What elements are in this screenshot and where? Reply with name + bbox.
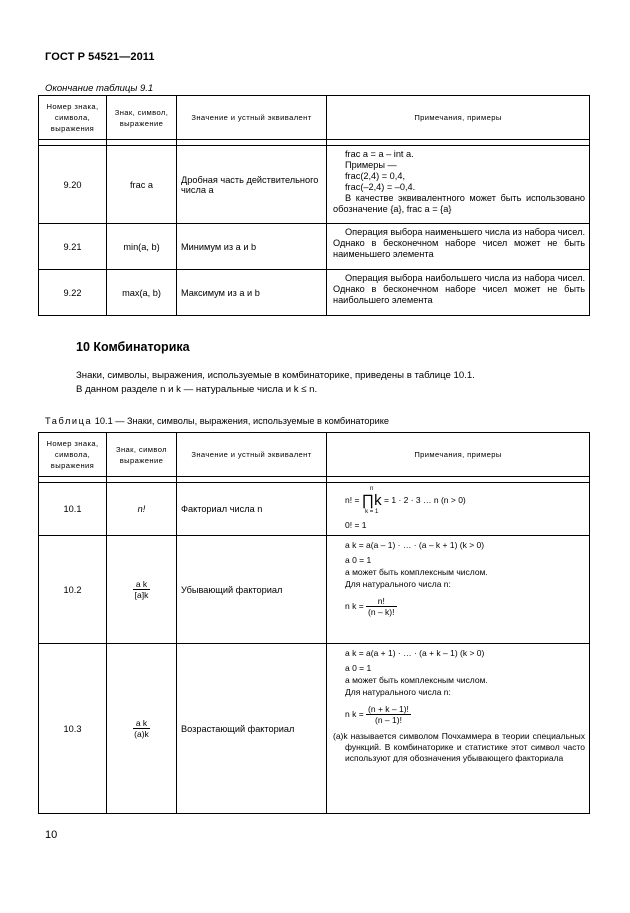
pochhammer-note: (a)k называется символом Почхаммера в теории специальных функций. В комбинаторике и статистике этот символ часто используют для обозначения убывающего факториала — [333, 731, 585, 763]
col-header-notes: Примечания, примеры — [327, 96, 590, 140]
col-header-symbol: Знак, символ выражение — [107, 433, 177, 477]
row-meaning: Факториал числа n — [177, 483, 327, 536]
formula-line: a 0 = 1 — [345, 663, 372, 673]
fraction — [366, 596, 396, 617]
page-number: 10 — [45, 829, 58, 841]
row-notes — [327, 644, 590, 814]
fraction-denominator: (n – k)! — [368, 607, 395, 617]
table-row — [39, 224, 590, 270]
row-number: 9.21 — [39, 224, 107, 270]
formula-line: a может быть комплексным числом. — [345, 675, 488, 685]
fraction-denominator: (n – 1)! — [375, 715, 402, 725]
table-row — [39, 644, 590, 814]
symbol-top: a k — [133, 718, 150, 729]
note-line: frac(2,4) = 0,4, — [345, 171, 406, 181]
formula-rhs: = 1 · 2 · 3 … n (n > 0) — [384, 494, 466, 505]
fraction-formula — [345, 704, 585, 725]
row-number: 10.2 — [39, 536, 107, 644]
section-para-2: В данном разделе n и k — натуральные числа и k ≤ n. — [76, 384, 318, 395]
symbol-stack — [133, 579, 150, 600]
fraction-formula — [345, 596, 585, 617]
symbol-bottom: (a)k — [134, 729, 149, 739]
row-notes — [327, 146, 590, 224]
formula-line: a k = a(a + 1) · … · (a + k – 1) (k > 0) — [345, 648, 485, 658]
table-10-1 — [38, 432, 590, 814]
row-symbol — [107, 536, 177, 644]
row-notes: Операция выбора наибольшего числа из набора чисел. Однако в бесконечном наборе чисел может не быть наибольшего элемента — [327, 270, 590, 316]
table-row — [39, 146, 590, 224]
fraction-numerator: n! — [366, 596, 396, 607]
col-header-meaning: Значение и устный эквивалент — [177, 433, 327, 477]
product-lower: k = 1 — [365, 509, 379, 515]
row-notes — [327, 483, 590, 536]
product-upper: n — [370, 486, 374, 492]
table-row — [39, 483, 590, 536]
factorial-formula — [345, 485, 585, 516]
formula-line: Для натурального числа n: — [345, 579, 451, 589]
row-meaning: Убывающий факториал — [177, 536, 327, 644]
row-symbol: max(a, b) — [107, 270, 177, 316]
table-title-prefix: Таблица — [45, 416, 93, 426]
section-text — [76, 369, 576, 397]
col-header-number: Номер знака, символа, выражения — [39, 96, 107, 140]
symbol-top: a k — [133, 579, 150, 590]
row-notes: Операция выбора наименьшего числа из набора чисел. Однако в бесконечном наборе чисел может не быть наименьшего элемента — [327, 224, 590, 270]
formula-lhs: n! = — [345, 494, 360, 505]
fraction — [366, 704, 411, 725]
row-notes — [327, 536, 590, 644]
fraction-lhs: n k = — [345, 600, 364, 611]
section-para-1: Знаки, символы, выражения, используемые в комбинаторике, приведены в таблице 10.1. — [76, 370, 475, 381]
row-meaning: Дробная часть действительного числа a — [177, 146, 327, 224]
row-number: 9.22 — [39, 270, 107, 316]
fraction-lhs: n k = — [345, 708, 364, 719]
row-meaning: Возрастающий факториал — [177, 644, 327, 814]
formula-line: a 0 = 1 — [345, 555, 372, 565]
col-header-meaning: Значение и устный эквивалент — [177, 96, 327, 140]
formula-line: Для натурального числа n: — [345, 687, 451, 697]
product-symbol: ∏k — [361, 492, 382, 509]
formula-line: a k = a(a – 1) · … · (a – k + 1) (k > 0) — [345, 540, 485, 550]
fraction-numerator: (n + k – 1)! — [368, 704, 409, 714]
table-title-text: 10.1 — Знаки, символы, выражения, используемые в комбинаторике — [94, 416, 389, 426]
table-continuation-label: Окончание таблицы 9.1 — [45, 83, 154, 94]
table-header-row — [39, 96, 590, 140]
symbol-stack — [133, 718, 150, 739]
col-header-number: Номер знака, символа, выражения — [39, 433, 107, 477]
product-operator — [362, 485, 382, 516]
table-row — [39, 536, 590, 644]
note-line: В качестве эквивалентного может быть использовано обозначение {a}, frac a = {a} — [333, 193, 585, 214]
table-row — [39, 270, 590, 316]
symbol-bottom: [a]k — [134, 590, 149, 600]
row-symbol: frac a — [107, 146, 177, 224]
row-symbol: min(a, b) — [107, 224, 177, 270]
table-10-1-title — [45, 416, 389, 426]
formula-line: a может быть комплексным числом. — [345, 567, 488, 577]
row-number: 10.1 — [39, 483, 107, 536]
section-heading: 10 Комбинаторика — [76, 340, 190, 354]
col-header-notes: Примечания, примеры — [327, 433, 590, 477]
note-line: frac a = a – int a. — [345, 149, 414, 159]
row-meaning: Минимум из a и b — [177, 224, 327, 270]
note-line: Примеры — — [345, 160, 397, 170]
row-symbol — [107, 644, 177, 814]
row-symbol: n! — [107, 483, 177, 536]
document-header: ГОСТ Р 54521—2011 — [45, 51, 155, 63]
formula-zero-factorial: 0! = 1 — [345, 520, 367, 530]
table-9-1 — [38, 95, 590, 316]
table-header-row — [39, 433, 590, 477]
col-header-symbol: Знак, символ, выражение — [107, 96, 177, 140]
row-number: 10.3 — [39, 644, 107, 814]
row-meaning: Максимум из a и b — [177, 270, 327, 316]
row-number: 9.20 — [39, 146, 107, 224]
note-line: frac(–2,4) = –0,4. — [345, 182, 416, 192]
